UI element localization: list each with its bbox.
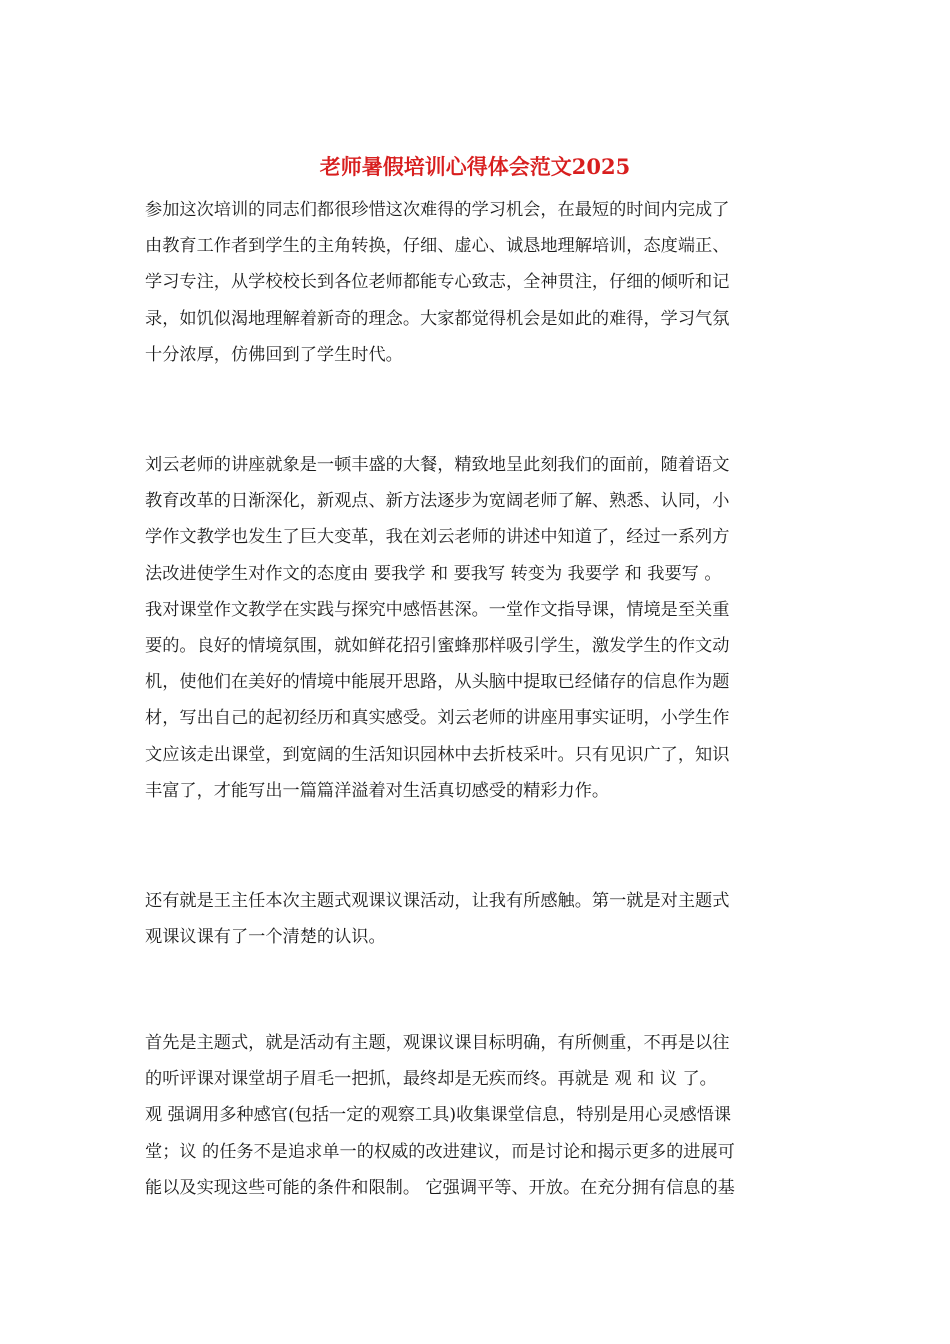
text-line: 文应该走出课堂，到宽阔的生活知识园林中去折枝采叶。只有见识广了，知识 [145,744,730,765]
text-line: 十分浓厚，仿佛回到了学生时代。 [145,344,403,365]
text-line: 要的。良好的情境氛围，就如鲜花招引蜜蜂那样吸引学生，激发学生的作文动 [145,635,730,656]
text-line: 还有就是王主任本次主题式观课议课活动，让我有所感触。第一就是对主题式 [145,891,730,911]
text-line: 录，如饥似渴地理解着新奇的理念。大家都觉得机会是如此的难得，学习气氛 [145,308,730,329]
text-line: 的听评课对课堂胡子眉毛一把抓，最终却是无疾而终。再就是 观 和 议 了。 [145,1069,717,1090]
text-line: 由教育工作者到学生的主角转换，仔细、虚心、诚恳地理解培训，态度端正、 [145,236,730,257]
text-line: 法改进使学生对作文的态度由 要我学 和 要我写 转变为 我要学 和 我要写 。 [145,563,722,584]
text-line: 参加这次培训的同志们都很珍惜这次难得的学习机会，在最短的时间内完成了 [145,200,730,220]
text-line: 能以及实现这些可能的条件和限制。 它强调平等、开放。在充分拥有信息的基 [145,1177,735,1198]
text-line: 堂；议 的任务不是追求单一的权威的改进建议，而是讨论和揭示更多的进展可 [145,1141,735,1162]
text-line: 丰富了，才能写出一篇篇洋溢着对生活真切感受的精彩力作。 [145,780,610,801]
text-line: 观 强调用多种感官(包括一定的观察工具)收集课堂信息，特别是用心灵感悟课 [145,1105,732,1126]
paragraph-2 [145,447,805,809]
paragraph-4 [145,1025,805,1206]
text-line: 材，写出自己的起初经历和真实感受。刘云老师的讲座用事实证明，小学生作 [145,708,730,729]
text-line: 首先是主题式，就是活动有主题，观课议课目标明确，有所侧重，不再是以往 [145,1033,730,1053]
paragraph-1 [145,192,805,373]
text-line: 我对课堂作文教学在实践与探究中感悟甚深。一堂作文指导课，情境是至关重 [145,599,730,620]
paragraph-3 [145,883,805,955]
text-line: 教育改革的日渐深化，新观点、新方法逐步为宽阔老师了解、熟悉、认同，小 [145,491,730,512]
text-line: 学习专注，从学校校长到各位老师都能专心致志，全神贯注，仔细的倾听和记 [145,272,730,293]
text-line: 观课议课有了一个清楚的认识。 [145,927,386,948]
text-line: 机，使他们在美好的情境中能展开思路，从头脑中提取已经储存的信息作为题 [145,672,730,693]
text-line: 学作文教学也发生了巨大变革，我在刘云老师的讲述中知道了，经过一系列方 [145,527,730,548]
page-title: 老师暑假培训心得体会范文2025 [319,154,631,179]
text-line: 刘云老师的讲座就象是一顿丰盛的大餐，精致地呈此刻我们的面前，随着语文 [145,455,730,475]
